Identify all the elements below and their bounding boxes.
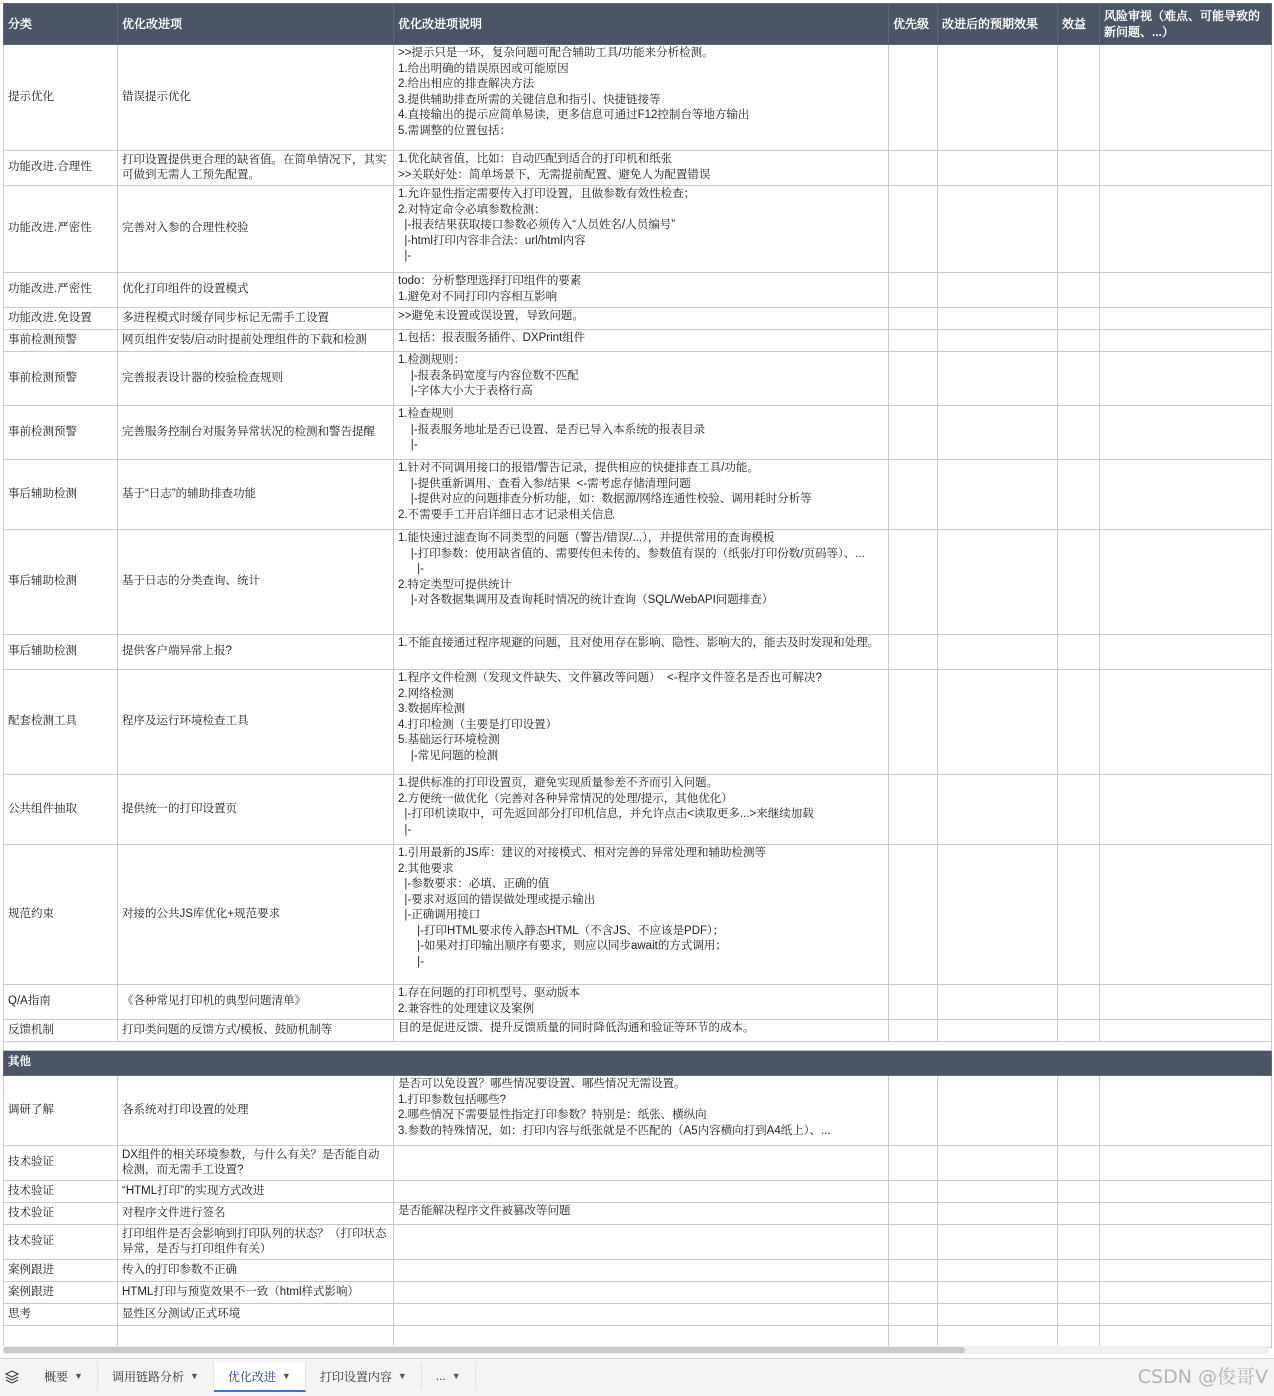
item-cell[interactable]: 对程序文件进行签名	[118, 1203, 394, 1225]
sheet-tab[interactable]	[30, 1362, 98, 1390]
table-row	[4, 1020, 1272, 1042]
item-cell[interactable]: 各系统对打印设置的处理	[118, 1076, 394, 1146]
category-cell[interactable]: 配套检测工具	[4, 670, 118, 775]
priority-cell[interactable]	[889, 985, 938, 1020]
risk-cell[interactable]	[1100, 1225, 1272, 1260]
desc-cell[interactable]	[394, 1146, 889, 1181]
expected-cell[interactable]	[938, 273, 1058, 308]
risk-cell[interactable]	[1100, 670, 1272, 775]
desc-cell[interactable]: 1.检查规则 |-报表服务地址是否已设置、是否已导入本系统的报表目录 |-	[394, 406, 889, 460]
category-cell[interactable]: 功能改进.严密性	[4, 273, 118, 308]
table-row	[4, 186, 1272, 273]
benefit-cell[interactable]	[1058, 1304, 1100, 1326]
priority-cell[interactable]	[889, 1203, 938, 1225]
item-cell[interactable]: 对接的公共JS库优化+规范要求	[118, 845, 394, 985]
category-cell[interactable]: 事前检测预警	[4, 352, 118, 406]
item-cell[interactable]: 程序及运行环境检查工具	[118, 670, 394, 775]
expected-cell[interactable]	[938, 308, 1058, 330]
watermark: CSDN @俊哥V	[1137, 1366, 1268, 1388]
section-other	[4, 1042, 1272, 1076]
expected-cell[interactable]	[938, 1326, 1058, 1348]
benefit-cell[interactable]	[1058, 1225, 1100, 1260]
item-cell[interactable]: 提供客户端异常上报?	[118, 635, 394, 670]
category-cell[interactable]: 技术验证	[4, 1181, 118, 1203]
category-cell[interactable]: 案例跟进	[4, 1282, 118, 1304]
benefit-cell[interactable]	[1058, 308, 1100, 330]
priority-cell[interactable]	[889, 1076, 938, 1146]
priority-cell[interactable]	[889, 352, 938, 406]
benefit-cell[interactable]	[1058, 1326, 1100, 1348]
col-header-desc[interactable]: 优化改进项说明	[394, 4, 889, 45]
benefit-cell[interactable]	[1058, 985, 1100, 1020]
expected-cell[interactable]	[938, 775, 1058, 845]
sheet-tab[interactable]	[98, 1362, 214, 1390]
desc-cell[interactable]: 1.包括：报表服务插件、DXPrint组件	[394, 330, 889, 352]
item-cell[interactable]: DX组件的相关环境参数，与什么有关？是否能自动检测，而无需手工设置?	[118, 1146, 394, 1181]
desc-cell[interactable]: 目的是促进反馈、提升反馈质量的同时降低沟通和验证等环节的成本。	[394, 1020, 889, 1042]
risk-cell[interactable]	[1100, 775, 1272, 845]
benefit-cell[interactable]	[1058, 1076, 1100, 1146]
item-cell[interactable]: 完善对入参的合理性校验	[118, 186, 394, 273]
expected-cell[interactable]	[938, 1304, 1058, 1326]
priority-cell[interactable]	[889, 1146, 938, 1181]
risk-cell[interactable]	[1100, 273, 1272, 308]
desc-cell[interactable]: 1.程序文件检测（发现文件缺失、文件篡改等问题） <-程序文件签名是否也可解决? 2.网络检测 3.数据库检测 4.打印检测（主要是打印设置） 5.基础运行环境检测 |-常见问题的检测	[394, 670, 889, 775]
desc-cell[interactable]: todo：分析整理选择打印组件的要素 1.避免对不同打印内容相互影响	[394, 273, 889, 308]
category-cell[interactable]: 功能改进.严密性	[4, 186, 118, 273]
sheet-tab-label: 调用链路分析	[111, 1369, 184, 1384]
risk-cell[interactable]	[1100, 1282, 1272, 1304]
item-cell[interactable]	[118, 1326, 394, 1348]
risk-cell[interactable]	[1100, 330, 1272, 352]
col-header-priority[interactable]: 优先级	[889, 4, 938, 45]
desc-cell[interactable]	[394, 1260, 889, 1282]
item-cell[interactable]: 基于“日志”的辅助排查功能	[118, 460, 394, 530]
benefit-cell[interactable]	[1058, 845, 1100, 985]
benefit-cell[interactable]	[1058, 460, 1100, 530]
risk-cell[interactable]	[1100, 1181, 1272, 1203]
benefit-cell[interactable]	[1058, 186, 1100, 273]
expected-cell[interactable]	[938, 985, 1058, 1020]
benefit-cell[interactable]	[1058, 1282, 1100, 1304]
desc-cell[interactable]	[394, 1304, 889, 1326]
benefit-cell[interactable]	[1058, 406, 1100, 460]
table-row	[4, 1203, 1272, 1225]
priority-cell[interactable]	[889, 1326, 938, 1348]
table-row	[4, 406, 1272, 460]
expected-cell[interactable]	[938, 635, 1058, 670]
expected-cell[interactable]	[938, 352, 1058, 406]
table-row	[4, 1260, 1272, 1282]
caret-down-icon[interactable]: ▼	[397, 1371, 407, 1381]
category-cell[interactable]: 规范约束	[4, 845, 118, 985]
category-cell[interactable]	[4, 1326, 118, 1348]
category-cell[interactable]: 事后辅助检测	[4, 635, 118, 670]
category-cell[interactable]: 事前检测预警	[4, 406, 118, 460]
table-row	[4, 352, 1272, 406]
desc-cell[interactable]: 1.引用最新的JS库：建议的对接模式、相对完善的异常处理和辅助检测等 2.其他要求 |-参数要求：必填、正确的值 |-要求对返回的错误做处理或提示输出 |-正确调用接口 |-打印HTML要求传入静态HTML（不含JS、不应该是PDF）； |-如果对打印输出顺序有要求，则应以同步await的方式调用； |-	[394, 845, 889, 985]
spacer-cell	[4, 1042, 1272, 1051]
risk-cell[interactable]	[1100, 45, 1272, 151]
col-header-benefit[interactable]: 效益	[1058, 4, 1100, 45]
main-rows	[4, 45, 1272, 1042]
expected-cell[interactable]	[938, 151, 1058, 186]
table-row	[4, 635, 1272, 670]
priority-cell[interactable]	[889, 273, 938, 308]
table-row	[4, 985, 1272, 1020]
benefit-cell[interactable]	[1058, 1020, 1100, 1042]
priority-cell[interactable]	[889, 460, 938, 530]
expected-cell[interactable]	[938, 1146, 1058, 1181]
priority-cell[interactable]	[889, 186, 938, 273]
risk-cell[interactable]	[1100, 1326, 1272, 1348]
desc-cell[interactable]: 1.提供标准的打印设置页，避免实现质量参差不齐而引入问题。 2.方便统一做优化（完善对各种异常情况的处理/提示，其他优化） |-打印机读取中，可先返回部分打印机信息，并允许点击<读取更多...>来继续加载 |-	[394, 775, 889, 845]
caret-down-icon[interactable]: ▼	[281, 1371, 291, 1381]
table-row	[4, 1076, 1272, 1146]
priority-cell[interactable]	[889, 635, 938, 670]
caret-down-icon[interactable]: ▼	[74, 1371, 83, 1381]
sheet-tab-label: 打印设置内容	[319, 1369, 392, 1384]
risk-cell[interactable]	[1100, 460, 1272, 530]
benefit-cell[interactable]	[1058, 1146, 1100, 1181]
col-header-category[interactable]: 分类	[4, 4, 118, 45]
table-row	[4, 1225, 1272, 1260]
priority-cell[interactable]	[889, 1282, 938, 1304]
priority-cell[interactable]	[889, 330, 938, 352]
risk-cell[interactable]	[1100, 151, 1272, 186]
desc-cell[interactable]: >>提示只是一环，复杂问题可配合辅助工具/功能来分析检测。 1.给出明确的错误原因或可能原因 2.给出相应的排查解决方法 3.提供辅助排查所需的关键信息和指引、快捷链接等 4.直接输出的提示应简单易读，更多信息可通过F12控制台等地方输出 5.需调整的位置包括：	[394, 45, 889, 151]
expected-cell[interactable]	[938, 406, 1058, 460]
category-cell[interactable]: 事后辅助检测	[4, 530, 118, 635]
priority-cell[interactable]	[889, 1304, 938, 1326]
benefit-cell[interactable]	[1058, 151, 1100, 186]
category-cell[interactable]: 提示优化	[4, 45, 118, 151]
priority-cell[interactable]	[889, 1260, 938, 1282]
category-cell[interactable]: 技术验证	[4, 1146, 118, 1181]
desc-cell[interactable]: 1.优化缺省值，比如：自动匹配到适合的打印机和纸张 >>关联好处：简单场景下，无需提前配置、避免人为配置错误	[394, 151, 889, 186]
category-cell[interactable]: 反馈机制	[4, 1020, 118, 1042]
risk-cell[interactable]	[1100, 1260, 1272, 1282]
desc-cell[interactable]	[394, 1225, 889, 1260]
item-cell[interactable]: 传入的打印参数不正确	[118, 1260, 394, 1282]
expected-cell[interactable]	[938, 670, 1058, 775]
expected-cell[interactable]	[938, 845, 1058, 985]
item-cell[interactable]: 打印设置提供更合理的缺省值。在简单情况下，其实可做到无需人工预先配置。	[118, 151, 394, 186]
desc-cell[interactable]: 1.允许显性指定需要传入打印设置，且做参数有效性检查； 2.对特定命令必填参数检测： |-报表结果获取接口参数必须传入“人员姓名/人员编号” |-html打印内容非合法：url/html内容 |-	[394, 186, 889, 273]
expected-cell[interactable]	[938, 460, 1058, 530]
table-row	[4, 1304, 1272, 1326]
item-cell[interactable]: 完善报表设计器的校验检查规则	[118, 352, 394, 406]
category-cell[interactable]: 技术验证	[4, 1225, 118, 1260]
table-row	[4, 775, 1272, 845]
desc-cell[interactable]	[394, 1181, 889, 1203]
expected-cell[interactable]	[938, 1260, 1058, 1282]
expected-cell[interactable]	[938, 186, 1058, 273]
benefit-cell[interactable]	[1058, 330, 1100, 352]
benefit-cell[interactable]	[1058, 352, 1100, 406]
sheet-tab[interactable]	[422, 1362, 476, 1390]
item-cell[interactable]: 优化打印组件的设置模式	[118, 273, 394, 308]
item-cell[interactable]: 打印类问题的反馈方式/模板、鼓励机制等	[118, 1020, 394, 1042]
expected-cell[interactable]	[938, 530, 1058, 635]
table-row	[4, 1146, 1272, 1181]
risk-cell[interactable]	[1100, 985, 1272, 1020]
risk-cell[interactable]	[1100, 845, 1272, 985]
benefit-cell[interactable]	[1058, 45, 1100, 151]
table-row	[4, 330, 1272, 352]
benefit-cell[interactable]	[1058, 670, 1100, 775]
benefit-cell[interactable]	[1058, 273, 1100, 308]
sheet-tab-label: ...	[435, 1369, 446, 1383]
category-cell[interactable]: 案例跟进	[4, 1260, 118, 1282]
category-cell[interactable]: 事前检测预警	[4, 330, 118, 352]
sheet-tab-label: 优化改进	[227, 1369, 276, 1384]
benefit-cell[interactable]	[1058, 530, 1100, 635]
risk-cell[interactable]	[1100, 1203, 1272, 1225]
item-cell[interactable]: 基于日志的分类查询、统计	[118, 530, 394, 635]
sheet-tabs	[30, 1362, 476, 1392]
table-row	[4, 273, 1272, 308]
table-row	[4, 151, 1272, 186]
sheet-tab[interactable]	[306, 1362, 422, 1390]
desc-cell[interactable]: >>避免未设置或误设置，导致问题。	[394, 308, 889, 330]
priority-cell[interactable]	[889, 308, 938, 330]
benefit-cell[interactable]	[1058, 635, 1100, 670]
expected-cell[interactable]	[938, 1181, 1058, 1203]
desc-cell[interactable]: 1.存在问题的打印机型号、驱动版本 2.兼容性的处理建议及案例	[394, 985, 889, 1020]
table-row	[4, 45, 1272, 151]
expected-cell[interactable]	[938, 45, 1058, 151]
table-row	[4, 1326, 1272, 1348]
benefit-cell[interactable]	[1058, 1203, 1100, 1225]
desc-cell[interactable]: 1.不能直接通过程序规避的问题，且对使用存在影响、隐性、影响大的，能去及时发现和处理。	[394, 635, 889, 670]
expected-cell[interactable]	[938, 1282, 1058, 1304]
benefit-cell[interactable]	[1058, 1181, 1100, 1203]
priority-cell[interactable]	[889, 406, 938, 460]
desc-cell[interactable]: 是否可以免设置？哪些情况要设置、哪些情况无需设置。 1.打印参数包括哪些? 2.哪些情况下需要显性指定打印参数？特别是：纸张、横纵向 3.参数的特殊情况，如：打印内容与纸张就是不匹配的（A5内容横向打到A4纸上）、...	[394, 1076, 889, 1146]
category-cell[interactable]: 功能改进.合理性	[4, 151, 118, 186]
priority-cell[interactable]	[889, 1225, 938, 1260]
sheet-tab[interactable]	[214, 1362, 306, 1392]
risk-cell[interactable]	[1100, 1020, 1272, 1042]
priority-cell[interactable]	[889, 775, 938, 845]
col-header-item[interactable]: 优化改进项	[118, 4, 394, 45]
table-row	[4, 1282, 1272, 1304]
priority-cell[interactable]	[889, 530, 938, 635]
risk-cell[interactable]	[1100, 406, 1272, 460]
other-rows	[4, 1076, 1272, 1348]
category-cell[interactable]: 技术验证	[4, 1203, 118, 1225]
category-cell[interactable]: 功能改进.免设置	[4, 308, 118, 330]
category-cell[interactable]: 调研了解	[4, 1076, 118, 1146]
risk-cell[interactable]	[1100, 1304, 1272, 1326]
expected-cell[interactable]	[938, 1203, 1058, 1225]
priority-cell[interactable]	[889, 845, 938, 985]
item-cell[interactable]: 提供统一的打印设置页	[118, 775, 394, 845]
col-header-risk[interactable]: 风险审视（难点、可能导致的新问题、...）	[1100, 4, 1272, 45]
priority-cell[interactable]	[889, 45, 938, 151]
item-cell[interactable]: 网页组件安装/启动时提前处理组件的下载和检测	[118, 330, 394, 352]
benefit-cell[interactable]	[1058, 775, 1100, 845]
category-cell[interactable]: Q/A指南	[4, 985, 118, 1020]
col-header-expected[interactable]: 改进后的预期效果	[938, 4, 1058, 45]
table-row	[4, 845, 1272, 985]
risk-cell[interactable]	[1100, 308, 1272, 330]
desc-cell[interactable]	[394, 1326, 889, 1348]
header-row	[4, 4, 1272, 45]
priority-cell[interactable]	[889, 670, 938, 775]
section-header-row	[4, 1051, 1272, 1076]
table-row	[4, 1181, 1272, 1203]
layers-icon[interactable]	[0, 1364, 24, 1390]
caret-down-icon[interactable]: ▼	[189, 1371, 199, 1381]
priority-cell[interactable]	[889, 1181, 938, 1203]
item-cell[interactable]: 打印组件是否会影响到打印队列的状态？（打印状态异常，是否与打印组件有关）	[118, 1225, 394, 1260]
item-cell[interactable]: 显性区分测试/正式环境	[118, 1304, 394, 1326]
category-cell[interactable]: 思考	[4, 1304, 118, 1326]
table-row	[4, 308, 1272, 330]
desc-cell[interactable]	[394, 1282, 889, 1304]
risk-cell[interactable]	[1100, 352, 1272, 406]
sheet-tab-label: 概要	[44, 1369, 69, 1384]
priority-cell[interactable]	[889, 151, 938, 186]
desc-cell[interactable]: 1.能快速过滤查询不同类型的问题（警告/错误/...），并提供常用的查询模板 |-打印参数：使用缺省值的、需要传但未传的、参数值有误的（纸张/打印份数/页码等）、... |- 2.特定类型可提供统计 |-对各数据集调用及查询耗时情况的统计查询（SQL/WebAPI问题排查）	[394, 530, 889, 635]
risk-cell[interactable]	[1100, 1146, 1272, 1181]
benefit-cell[interactable]	[1058, 1260, 1100, 1282]
expected-cell[interactable]	[938, 1225, 1058, 1260]
spacer-row	[4, 1042, 1272, 1051]
table-row	[4, 460, 1272, 530]
item-cell[interactable]: 错误提示优化	[118, 45, 394, 151]
priority-cell[interactable]	[889, 1020, 938, 1042]
item-cell[interactable]: HTML打印与预览效果不一致（html样式影响）	[118, 1282, 394, 1304]
section-title[interactable]: 其他	[4, 1051, 1272, 1076]
expected-cell[interactable]	[938, 1076, 1058, 1146]
risk-cell[interactable]	[1100, 1076, 1272, 1146]
spreadsheet	[3, 3, 1271, 1348]
risk-cell[interactable]	[1100, 635, 1272, 670]
desc-cell[interactable]: 是否能解决程序文件被篡改等问题	[394, 1203, 889, 1225]
risk-cell[interactable]	[1100, 530, 1272, 635]
category-cell[interactable]: 事后辅助检测	[4, 460, 118, 530]
desc-cell[interactable]: 1.检测规则： |-报表条码宽度与内容位数不匹配 |-字体大小大于表格行高	[394, 352, 889, 406]
improvement-table	[3, 3, 1272, 1348]
expected-cell[interactable]	[938, 1020, 1058, 1042]
horizontal-scrollbar[interactable]	[3, 1346, 1268, 1354]
table-row	[4, 670, 1272, 775]
item-cell[interactable]: 《各种常见打印机的典型问题清单》	[118, 985, 394, 1020]
table-row	[4, 530, 1272, 635]
item-cell[interactable]: 多进程模式时缓存同步标记无需手工设置	[118, 308, 394, 330]
item-cell[interactable]: 完善服务控制台对服务异常状况的检测和警告提醒	[118, 406, 394, 460]
category-cell[interactable]: 公共组件抽取	[4, 775, 118, 845]
desc-cell[interactable]: 1.针对不同调用接口的报错/警告记录，提供相应的快捷排查工具/功能。 |-提供重新调用、查看入参/结果 <-需考虑存储清理问题 |-提供对应的问题排查分析功能，如：数据源/网络连通性校验、调用耗时分析等 2.不需要手工开启详细日志才记录相关信息	[394, 460, 889, 530]
caret-down-icon[interactable]: ▼	[451, 1371, 461, 1381]
risk-cell[interactable]	[1100, 186, 1272, 273]
scrollbar-thumb[interactable]	[3, 1347, 965, 1353]
expected-cell[interactable]	[938, 330, 1058, 352]
item-cell[interactable]: “HTML打印”的实现方式改进	[118, 1181, 394, 1203]
